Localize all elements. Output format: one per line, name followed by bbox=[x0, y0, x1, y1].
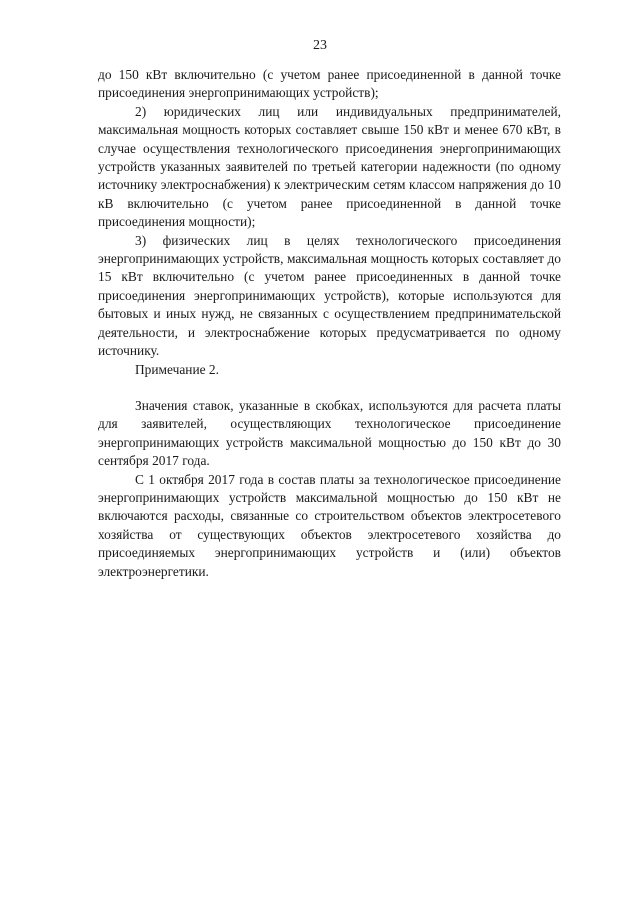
paragraph-note-rates: Значения ставок, указанные в скобках, используются для расчета платы для заявителей, осуществляющих технологическое присоединение энергопринимающих устройств максимальной мощностью до 150 кВт до 30 сентября 2017 года. bbox=[98, 397, 561, 469]
page-number: 23 bbox=[313, 38, 327, 53]
paragraph-continuation: до 150 кВт включительно (с учетом ранее присоединенной в данной точке присоединения энергопринимающих устройств); bbox=[98, 67, 561, 101]
paragraph-note-october: С 1 октября 2017 года в состав платы за технологическое присоединение энергопринимающих устройств максимальной мощностью до 150 кВт не включаются расходы, связанные со строительством объектов электросетевого хозяйства от существующих объектов электросетевого хозяйства до присоединяемых энергопринимающих устройств и (или) объектов электроэнергетики. bbox=[98, 471, 561, 579]
paragraph-item-2: 2) юридических лиц или индивидуальных предпринимателей, максимальная мощность которых составляет свыше 150 кВт и менее 670 кВт, в случае осуществления технологического присоединения энергопринимающих устройств указанных заявителей по третьей категории надежности (по одному источнику электроснабжения) к электрическим сетям классом напряжения до 10 кВ включительно (с учетом ранее присоединенной в данной точке присоединения мощности); bbox=[98, 103, 561, 230]
note-heading: Примечание 2. bbox=[135, 361, 219, 377]
paragraph-item-3: 3) физических лиц в целях технологического присоединения энергопринимающих устройств, максимальная мощность которых составляет до 15 кВт включительно (с учетом ранее присоединенных в данной точке присоединения энергопринимающих устройств), которые используются для бытовых и иных нужд, не связанных с осуществлением предпринимательской деятельности, и электроснабжение которых предусматривается по одному источнику. bbox=[98, 232, 561, 359]
document-body bbox=[98, 66, 561, 581]
